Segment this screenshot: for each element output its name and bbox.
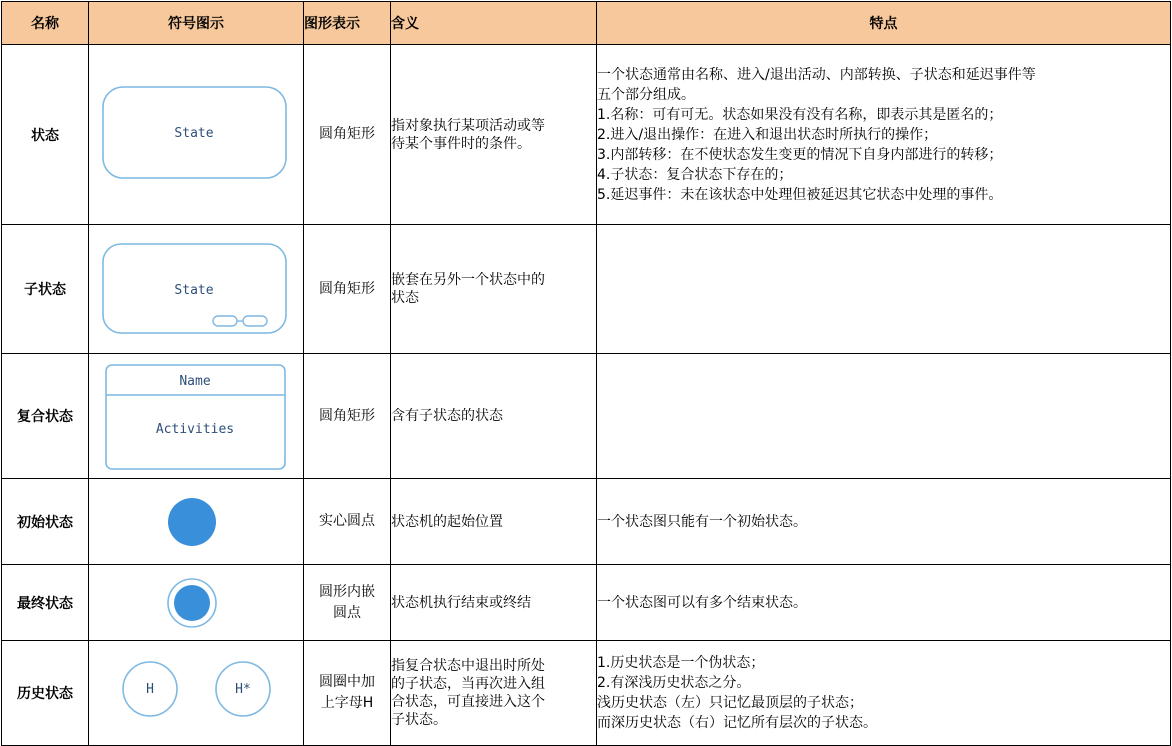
meaning-cell [391, 45, 597, 225]
feature-line: 1.名称：可有可无。状态如果没有没有名称，即表示其是匿名的； [597, 106, 1003, 123]
table-row-final-state [2, 565, 1171, 641]
feature-line: 一个状态图可以有多个结束状态。 [597, 594, 807, 611]
meaning-cell [391, 225, 597, 354]
meaning-cell [391, 641, 597, 746]
symbol-name-label: Name [179, 374, 211, 389]
shape-cell [304, 565, 391, 641]
header-shape: 图形表示 [304, 2, 391, 45]
feature-line: 一个状态通常由名称、进入/退出活动、内部转换、子状态和延迟事件等 [597, 66, 1036, 83]
shape-line: 圆形内嵌 [319, 583, 375, 600]
meaning-line: 含有子状态的状态 [391, 408, 503, 424]
meaning-line: 嵌套在另外一个状态中的 [391, 272, 545, 288]
table-row-composite-state [2, 354, 1171, 479]
substate-link-right-icon [243, 316, 267, 326]
features-cell [597, 225, 1171, 354]
table-row-substate [2, 225, 1171, 354]
header-meaning: 含义 [391, 2, 597, 45]
shape-cell: 圆角矩形 [304, 354, 391, 479]
meaning-cell [391, 565, 597, 641]
feature-line: 2.进入/退出操作：在进入和退出状态时所执行的操作； [597, 126, 938, 143]
table-row-history-state [2, 641, 1171, 746]
feature-line: 浅历史状态（左）只记忆最顶层的子状态； [597, 695, 863, 711]
header-features: 特点 [597, 2, 1171, 45]
meaning-cell [391, 354, 597, 479]
rounded-rectangle-state-icon [89, 45, 304, 224]
shape-cell: 圆角矩形 [304, 225, 391, 354]
composite-state-icon [89, 354, 304, 478]
symbol-activities-label: Activities [155, 422, 235, 437]
meaning-line: 的子状态，当再次进入组 [391, 676, 545, 692]
feature-line: 1.历史状态是一个伪状态； [597, 655, 765, 671]
table-row-initial-state [2, 479, 1171, 565]
features-cell [597, 479, 1171, 565]
feature-line: 而深历史状态（右）记忆所有层次的子状态。 [597, 715, 877, 731]
meaning-line: 状态 [391, 290, 419, 306]
state-diagram-table [1, 1, 1171, 746]
meaning-line: 指复合状态中退出时所处 [391, 658, 545, 674]
shape-cell: 实心圆点 [304, 479, 391, 565]
meaning-line: 待某个事件时的条件。 [391, 135, 531, 152]
feature-line: 一个状态图只能有一个初始状态。 [597, 513, 807, 530]
features-cell [597, 354, 1171, 479]
feature-line: 5.延迟事件：未在该状态中处理但被延迟其它状态中处理的事件。 [597, 186, 1003, 203]
row-name: 初始状态 [2, 479, 89, 565]
header-name: 名称 [2, 2, 89, 45]
row-name: 最终状态 [2, 565, 89, 641]
shape-cell [304, 641, 391, 746]
row-name: 复合状态 [2, 354, 89, 479]
substate-rounded-rectangle-icon [89, 225, 304, 353]
symbol-cell [89, 225, 304, 354]
feature-line: 4.子状态：复合状态下存在的； [597, 166, 793, 183]
row-name: 历史状态 [2, 641, 89, 746]
shape-line: 圆圈中加 [319, 674, 375, 690]
header-symbol: 符号图示 [89, 2, 304, 45]
symbol-cell [89, 479, 304, 565]
history-h-label: H [146, 682, 154, 697]
feature-line: 3.内部转移：在不使状态发生变更的情况下自身内部进行的转移； [597, 146, 1003, 163]
features-cell [597, 565, 1171, 641]
meaning-line: 合状态，可直接进入这个 [391, 694, 545, 710]
symbol-state-label: State [174, 283, 214, 298]
feature-line: 五个部分组成。 [597, 86, 695, 103]
symbol-cell [89, 354, 304, 479]
symbol-cell [89, 641, 304, 746]
header-row [2, 2, 1171, 45]
features-cell [597, 641, 1171, 746]
filled-circle-icon [89, 479, 304, 564]
shape-cell: 圆角矩形 [304, 45, 391, 225]
features-cell [597, 45, 1171, 225]
symbol-cell [89, 565, 304, 641]
meaning-cell [391, 479, 597, 565]
meaning-line: 子状态。 [391, 712, 447, 728]
row-name: 状态 [2, 45, 89, 225]
history-circle-icon [89, 641, 304, 745]
shape-line: 上字母H [320, 695, 374, 711]
bullseye-circle-icon [89, 565, 304, 640]
row-name: 子状态 [2, 225, 89, 354]
meaning-line: 指对象执行某项活动或等 [391, 117, 545, 134]
symbol-cell [89, 45, 304, 225]
meaning-line: 状态机的起始位置 [391, 513, 503, 530]
table-row-state [2, 45, 1171, 225]
history-hstar-label: H* [235, 682, 251, 697]
shape-line: 圆点 [333, 604, 361, 621]
feature-line: 2.有深浅历史状态之分。 [597, 675, 751, 691]
substate-link-left-icon [213, 316, 237, 326]
symbol-state-label: State [174, 126, 214, 141]
meaning-line: 状态机执行结束或终结 [391, 594, 531, 611]
